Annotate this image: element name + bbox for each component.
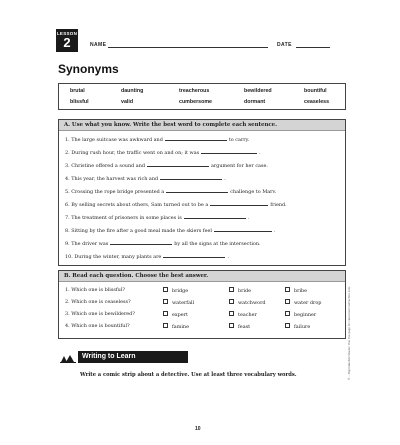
checkbox-icon[interactable] bbox=[229, 287, 234, 292]
sentence-item bbox=[65, 214, 249, 221]
word-bank bbox=[58, 83, 346, 110]
option-label: failure bbox=[294, 324, 311, 330]
checkbox-icon[interactable] bbox=[285, 287, 290, 292]
answer-option[interactable] bbox=[163, 299, 194, 306]
option-label: feast bbox=[238, 324, 251, 330]
sentence-text: by all the signs at the intersection. bbox=[174, 241, 261, 247]
checkbox-icon[interactable] bbox=[229, 311, 234, 316]
sentence-text: friend. bbox=[270, 202, 287, 208]
sentence-text: . bbox=[273, 228, 276, 234]
answer-blank[interactable] bbox=[160, 175, 222, 180]
word-bank-item: brutal bbox=[70, 88, 85, 94]
section-a-heading: A. Use what you know. Write the best word to complete each sentence. bbox=[64, 122, 277, 129]
lesson-badge bbox=[56, 29, 78, 52]
date-label: DATE bbox=[277, 42, 292, 48]
sentence-item bbox=[65, 188, 276, 195]
answer-blank[interactable] bbox=[147, 162, 209, 167]
option-label: bribe bbox=[294, 288, 308, 294]
lesson-number: 2 bbox=[63, 35, 71, 50]
answer-option[interactable] bbox=[163, 323, 189, 330]
writing-prompt: Write a comic strip about a detective. Use at least three vocabulary words. bbox=[80, 372, 297, 378]
sentence-text: 8. Sitting by the fire after a good meal made the skiers feel bbox=[65, 228, 212, 234]
answer-option[interactable] bbox=[229, 311, 257, 318]
answer-blank[interactable] bbox=[163, 253, 225, 258]
checkbox-icon[interactable] bbox=[229, 299, 234, 304]
checkbox-icon[interactable] bbox=[163, 287, 168, 292]
section-b-header bbox=[59, 271, 345, 282]
checkbox-icon[interactable] bbox=[285, 323, 290, 328]
answer-option[interactable] bbox=[285, 311, 316, 318]
sentence-item bbox=[65, 149, 261, 156]
sentence-text: to carry. bbox=[228, 137, 250, 143]
sentence-text: 6. By selling secrets about others, Sam turned out to be a bbox=[65, 202, 209, 208]
sentence-item bbox=[65, 201, 287, 208]
word-bank-item: bountiful bbox=[304, 88, 327, 94]
sentence-item bbox=[65, 227, 276, 234]
sentence-item bbox=[65, 136, 249, 143]
section-b bbox=[58, 270, 346, 339]
sentence-item bbox=[65, 162, 268, 169]
answer-blank[interactable] bbox=[166, 188, 228, 193]
name-field[interactable] bbox=[108, 47, 268, 48]
section-a-header bbox=[59, 120, 345, 131]
option-label: bride bbox=[238, 288, 252, 294]
date-field[interactable] bbox=[296, 47, 330, 48]
question-text: 2. Which one is ceaseless? bbox=[65, 299, 131, 305]
page-title: Synonyms bbox=[58, 62, 119, 76]
sentence-text: 9. The driver was bbox=[65, 241, 109, 247]
sentence-text: 5. Crossing the rope bridge presented a bbox=[65, 189, 165, 195]
section-b-heading: B. Read each question. Choose the best answer. bbox=[64, 273, 209, 280]
checkbox-icon[interactable] bbox=[229, 323, 234, 328]
option-label: expert bbox=[172, 312, 188, 318]
answer-option[interactable] bbox=[163, 311, 188, 318]
sentence-text: . bbox=[227, 254, 229, 260]
answer-option[interactable] bbox=[229, 287, 251, 294]
question-text: 1. Which one is blissful? bbox=[65, 287, 126, 293]
option-label: famine bbox=[172, 324, 189, 330]
answer-blank[interactable] bbox=[214, 227, 272, 232]
sentence-item bbox=[65, 240, 261, 247]
word-bank-item: bewildered bbox=[244, 88, 272, 94]
checkbox-icon[interactable] bbox=[285, 311, 290, 316]
answer-option[interactable] bbox=[285, 299, 321, 306]
option-label: bridge bbox=[172, 288, 189, 294]
word-bank-item: blissful bbox=[70, 99, 89, 105]
sentence-text: challenge to Marv. bbox=[230, 189, 277, 195]
sentence-text: . bbox=[259, 150, 261, 156]
option-label: watchword bbox=[238, 300, 266, 306]
lesson-label: LESSON bbox=[56, 31, 78, 36]
answer-blank[interactable] bbox=[201, 149, 257, 154]
sentence-text: 1. The large suitcase was awkward and bbox=[65, 137, 163, 143]
sentence-item bbox=[65, 175, 226, 182]
page-number: 10 bbox=[195, 426, 201, 432]
sentence-text: 3. Christine offered a sound and bbox=[65, 163, 145, 169]
answer-blank[interactable] bbox=[210, 201, 268, 206]
answer-option[interactable] bbox=[285, 323, 310, 330]
pencil-writing-icon bbox=[60, 354, 76, 363]
section-a bbox=[58, 119, 346, 266]
word-bank-item: ceaseless bbox=[304, 99, 330, 105]
name-label: NAME bbox=[90, 42, 107, 48]
sentence-text: 4. This year, the harvest was rich and bbox=[65, 176, 159, 182]
question-text: 4. Which one is bountiful? bbox=[65, 323, 130, 329]
sentence-text: 7. The treatment of prisoners in some places is bbox=[65, 215, 182, 221]
answer-option[interactable] bbox=[285, 287, 307, 294]
sentence-text: argument for her case. bbox=[211, 163, 268, 169]
word-bank-item: treacherous bbox=[179, 88, 210, 94]
checkbox-icon[interactable] bbox=[163, 323, 168, 328]
option-label: teacher bbox=[238, 312, 257, 318]
checkbox-icon[interactable] bbox=[285, 299, 290, 304]
option-label: water drop bbox=[294, 300, 322, 306]
question-text: 3. Which one is bewildered? bbox=[65, 311, 135, 317]
sentence-text: 2. During rush hour, the traffic went on and on; it was bbox=[65, 150, 200, 156]
answer-option[interactable] bbox=[229, 299, 266, 306]
answer-option[interactable] bbox=[163, 287, 188, 294]
copyright-note: © ...Reproducible Master. Use this page for classroom instruction only. bbox=[348, 286, 351, 380]
answer-option[interactable] bbox=[229, 323, 250, 330]
sentence-text: . bbox=[247, 215, 250, 221]
checkbox-icon[interactable] bbox=[163, 299, 168, 304]
option-label: waterfall bbox=[172, 300, 195, 306]
option-label: beginner bbox=[294, 312, 317, 318]
checkbox-icon[interactable] bbox=[163, 311, 168, 316]
word-bank-item: valid bbox=[121, 99, 134, 105]
answer-blank[interactable] bbox=[110, 240, 172, 245]
sentence-text: . bbox=[224, 176, 226, 182]
sentence-text: 10. During the winter, many plants are bbox=[65, 254, 162, 260]
answer-blank[interactable] bbox=[184, 214, 246, 219]
word-bank-item: dormant bbox=[244, 99, 266, 105]
word-bank-item: daunting bbox=[121, 88, 144, 94]
word-bank-item: cumbersome bbox=[179, 99, 212, 105]
writing-title: Writing to Learn bbox=[82, 353, 136, 360]
sentence-item bbox=[65, 253, 229, 260]
answer-blank[interactable] bbox=[165, 136, 227, 141]
